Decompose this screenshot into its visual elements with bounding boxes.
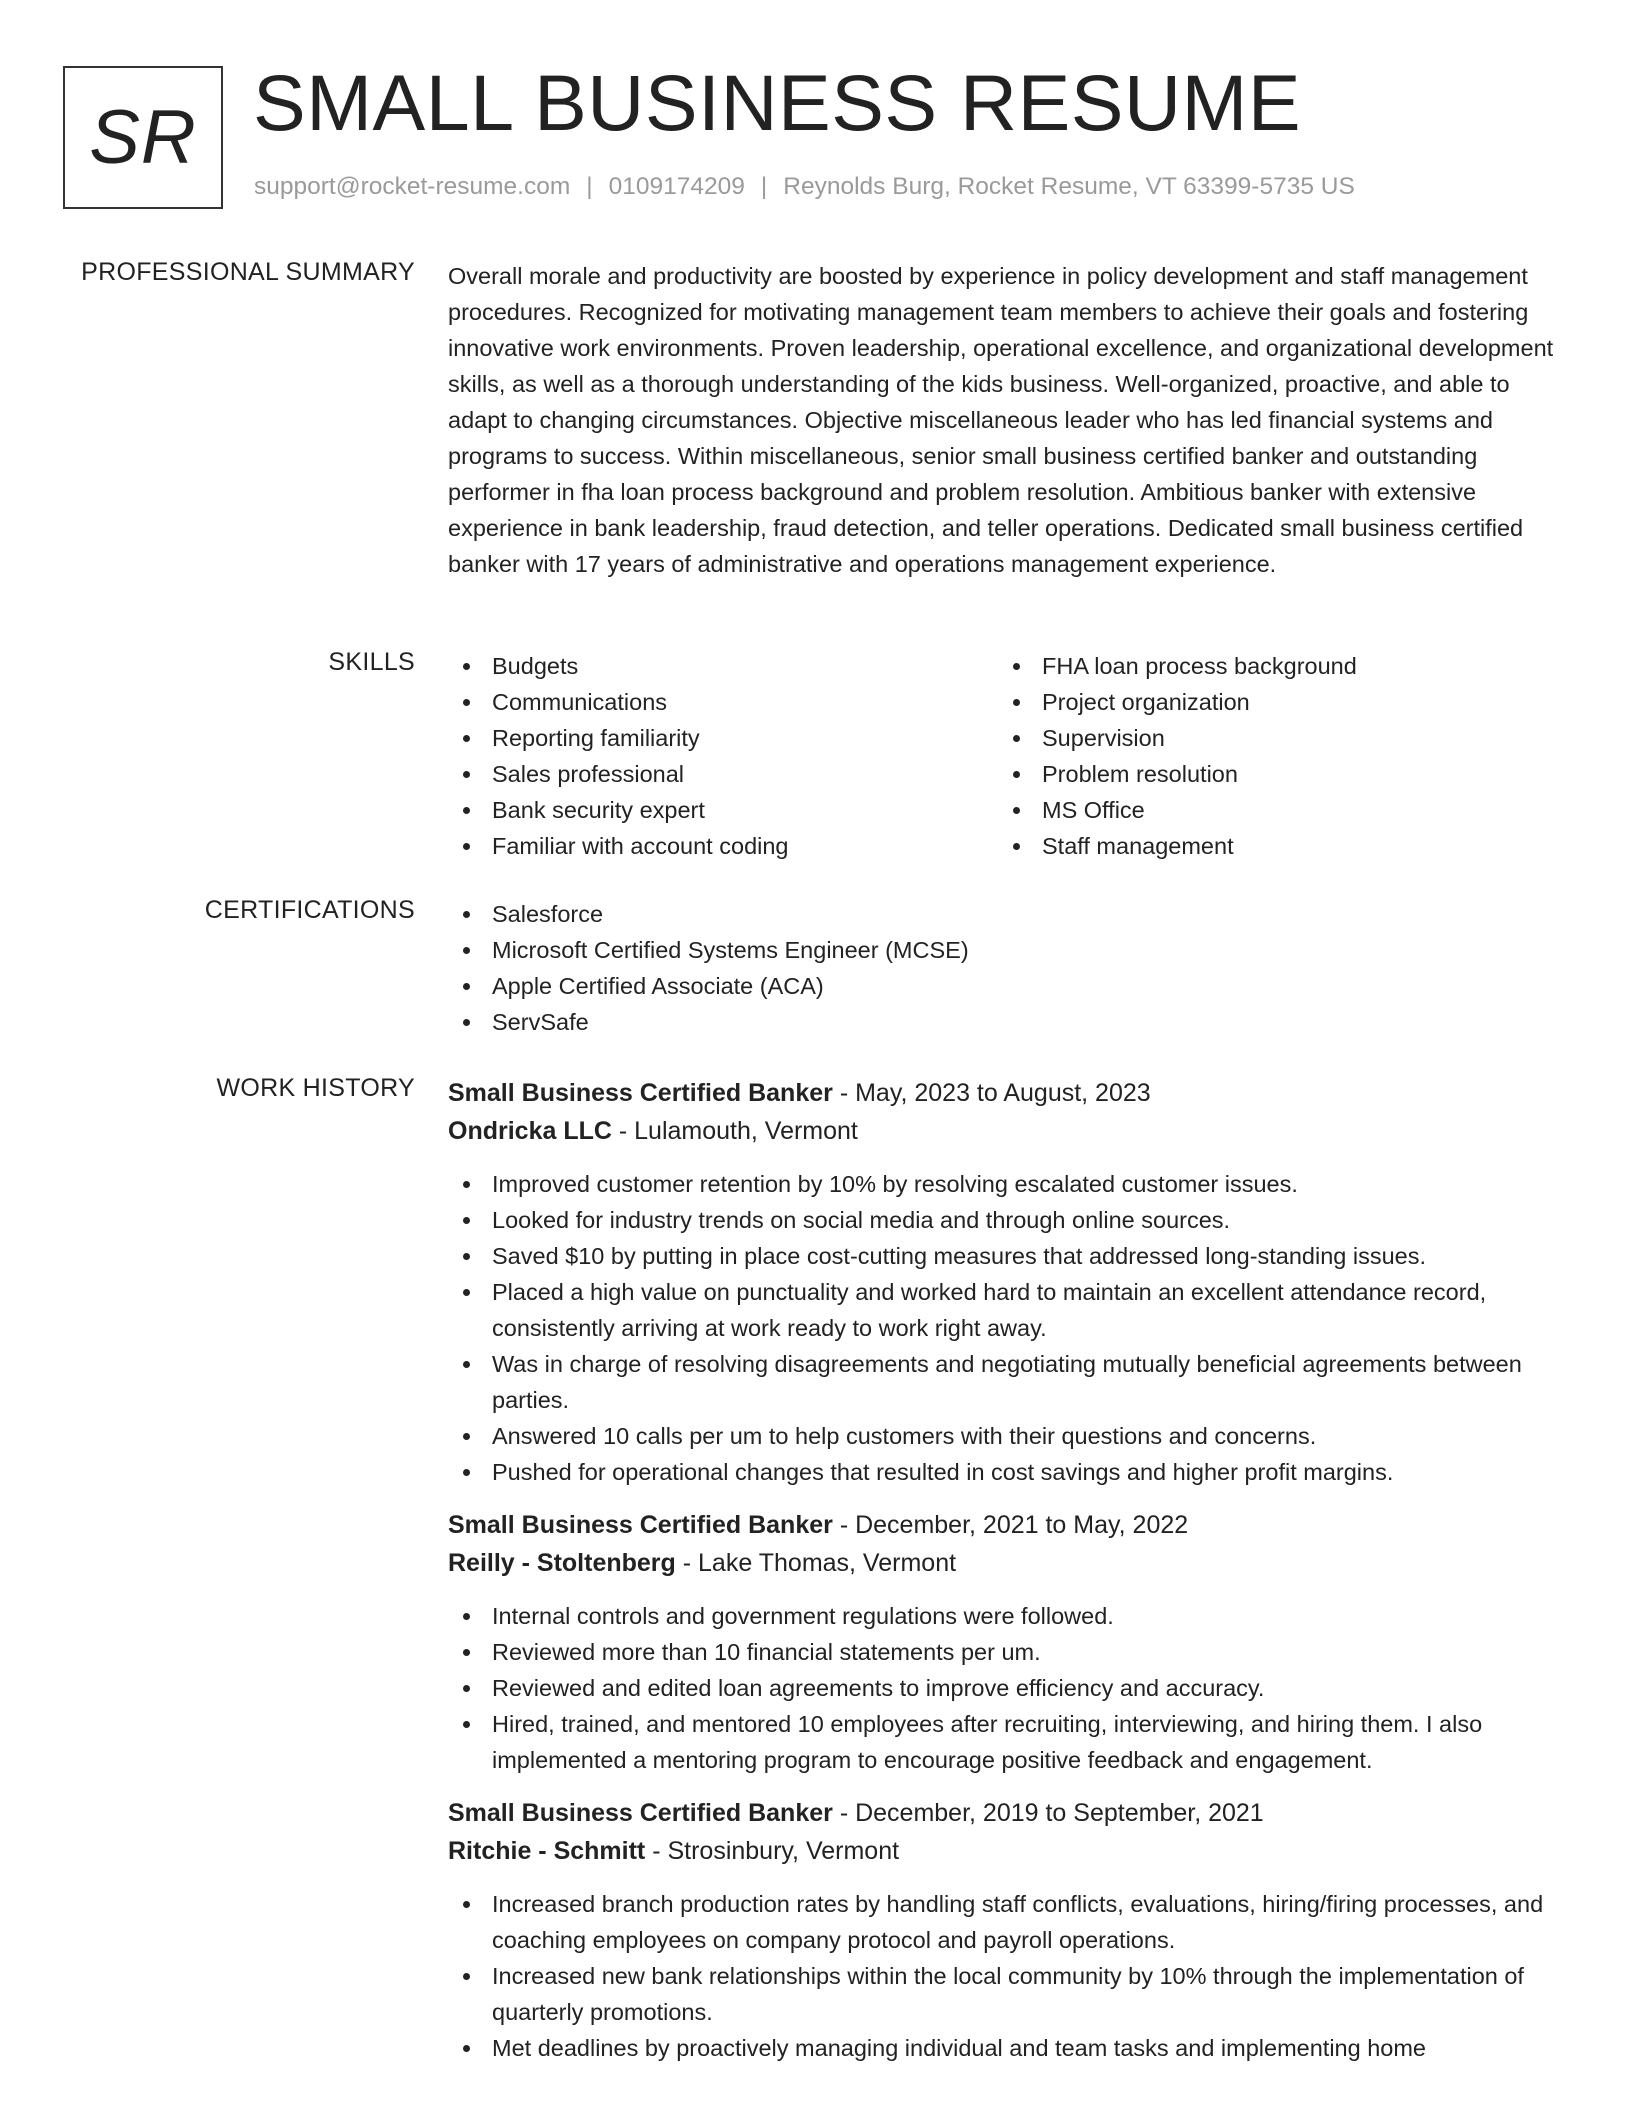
- work-history-body: [448, 1074, 1568, 2082]
- job-title-line: [448, 1074, 1568, 1112]
- contact-phone: 0109174209: [608, 173, 745, 200]
- skill-item: Reporting familiarity: [448, 720, 998, 756]
- job-dates: - December, 2021 to May, 2022: [832, 1511, 1189, 1539]
- resume-header: [63, 58, 1563, 214]
- job-location: - Strosinbury, Vermont: [645, 1837, 900, 1865]
- job-company-line: [448, 1112, 1568, 1150]
- skills-heading: SKILLS: [328, 648, 415, 676]
- job-bullets: [448, 1598, 1568, 1778]
- skill-item: Staff management: [998, 828, 1548, 864]
- job-bullet: Reviewed more than 10 financial statements per um.: [448, 1634, 1568, 1670]
- job-bullet: Pushed for operational changes that resulted in cost savings and higher profit margins.: [448, 1454, 1568, 1490]
- job-company: Ondricka LLC: [448, 1117, 612, 1145]
- job-company-line: [448, 1544, 1568, 1582]
- job-location: - Lulamouth, Vermont: [611, 1117, 858, 1145]
- job-bullet: Was in charge of resolving disagreements and negotiating mutually beneficial agreements between parties.: [448, 1346, 1568, 1418]
- job-bullet: Saved $10 by putting in place cost-cutting measures that addressed long-standing issues.: [448, 1238, 1568, 1274]
- job-company: Ritchie - Schmitt: [448, 1837, 646, 1865]
- skills-list-left: [448, 648, 998, 864]
- skill-item: FHA loan process background: [998, 648, 1548, 684]
- job-bullets: [448, 1166, 1568, 1490]
- job-bullet: Improved customer retention by 10% by resolving escalated customer issues.: [448, 1166, 1568, 1202]
- job-bullet: Looked for industry trends on social media and through online sources.: [448, 1202, 1568, 1238]
- job-bullet: Hired, trained, and mentored 10 employees after recruiting, interviewing, and hiring them. I also implemented a mentoring program to encourage positive feedback and engagement.: [448, 1706, 1568, 1778]
- job-bullet: Internal controls and government regulations were followed.: [448, 1598, 1568, 1634]
- job-bullet: Met deadlines by proactively managing individual and team tasks and implementing home: [448, 2030, 1568, 2066]
- job-title: Small Business Certified Banker: [448, 1079, 833, 1107]
- job-company: Reilly - Stoltenberg: [448, 1549, 676, 1577]
- job-bullet: Placed a high value on punctuality and worked hard to maintain an excellent attendance record, consistently arriving at work ready to work right away.: [448, 1274, 1568, 1346]
- skills-list-right: [998, 648, 1548, 864]
- job-title-line: [448, 1506, 1568, 1544]
- certifications-body: [448, 896, 1568, 1040]
- contact-separator: |: [760, 173, 768, 200]
- skill-item: Familiar with account coding: [448, 828, 998, 864]
- skill-item: MS Office: [998, 792, 1548, 828]
- job-dates: - May, 2023 to August, 2023: [832, 1079, 1151, 1107]
- skill-item: Problem resolution: [998, 756, 1548, 792]
- job-title-line: [448, 1794, 1568, 1832]
- job-location: - Lake Thomas, Vermont: [675, 1549, 957, 1577]
- summary-heading: PROFESSIONAL SUMMARY: [81, 258, 415, 286]
- contact-separator: |: [586, 173, 593, 200]
- job-bullet: Reviewed and edited loan agreements to improve efficiency and accuracy.: [448, 1670, 1568, 1706]
- certification-item: Apple Certified Associate (ACA): [448, 968, 1568, 1004]
- certification-item: Salesforce: [448, 896, 1568, 932]
- skill-item: Communications: [448, 684, 998, 720]
- job-company-line: [448, 1832, 1568, 1870]
- contact-email: support@rocket-resume.com: [254, 173, 571, 200]
- job-title: Small Business Certified Banker: [448, 1511, 833, 1539]
- skill-item: Supervision: [998, 720, 1548, 756]
- job-dates: - December, 2019 to September, 2021: [832, 1799, 1264, 1827]
- job-entry: [448, 1506, 1568, 1778]
- job-bullet: Answered 10 calls per um to help customers with their questions and concerns.: [448, 1418, 1568, 1454]
- monogram-badge: SR: [63, 66, 223, 209]
- skill-item: Budgets: [448, 648, 998, 684]
- skills-columns: [448, 648, 1568, 864]
- job-bullet: Increased new bank relationships within the local community by 10% through the implementation of quarterly promotions.: [448, 1958, 1568, 2030]
- certification-item: Microsoft Certified Systems Engineer (MCSE): [448, 932, 1568, 968]
- certification-item: ServSafe: [448, 1004, 1568, 1040]
- work-history-heading: WORK HISTORY: [216, 1074, 415, 1102]
- summary-text: Overall morale and productivity are boosted by experience in policy development and staff management procedures. Recognized for motivating management team members to achieve their goals and fostering innovative work environments. Proven leadership, operational excellence, and organizational development skills, as well as a thorough understanding of the kids business. Well-organized, proactive, and able to adapt to changing circumstances. Objective miscellaneous leader who has led financial systems and programs to success. Within miscellaneous, senior small business certified banker and outstanding performer in fha loan process background and problem resolution. Ambitious banker with extensive experience in bank leadership, fraud detection, and teller operations. Dedicated small business certified banker with 17 years of administrative and operations management experience.: [448, 263, 1554, 577]
- skill-item: Sales professional: [448, 756, 998, 792]
- job-bullet: Increased branch production rates by handling staff conflicts, evaluations, hiring/firing processes, and coaching employees on company protocol and payroll operations.: [448, 1886, 1568, 1958]
- certifications-heading: CERTIFICATIONS: [204, 896, 415, 924]
- certifications-list: [448, 896, 1568, 1040]
- resume-title: SMALL BUSINESS RESUME: [253, 58, 1302, 147]
- job-title: Small Business Certified Banker: [448, 1799, 833, 1827]
- skill-item: Project organization: [998, 684, 1548, 720]
- job-entry: [448, 1074, 1568, 1490]
- contact-address: Reynolds Burg, Rocket Resume, VT 63399-5735 US: [783, 173, 1355, 200]
- contact-line: [254, 173, 1355, 201]
- skill-item: Bank security expert: [448, 792, 998, 828]
- job-bullets: [448, 1886, 1568, 2066]
- job-entry: [448, 1794, 1568, 2066]
